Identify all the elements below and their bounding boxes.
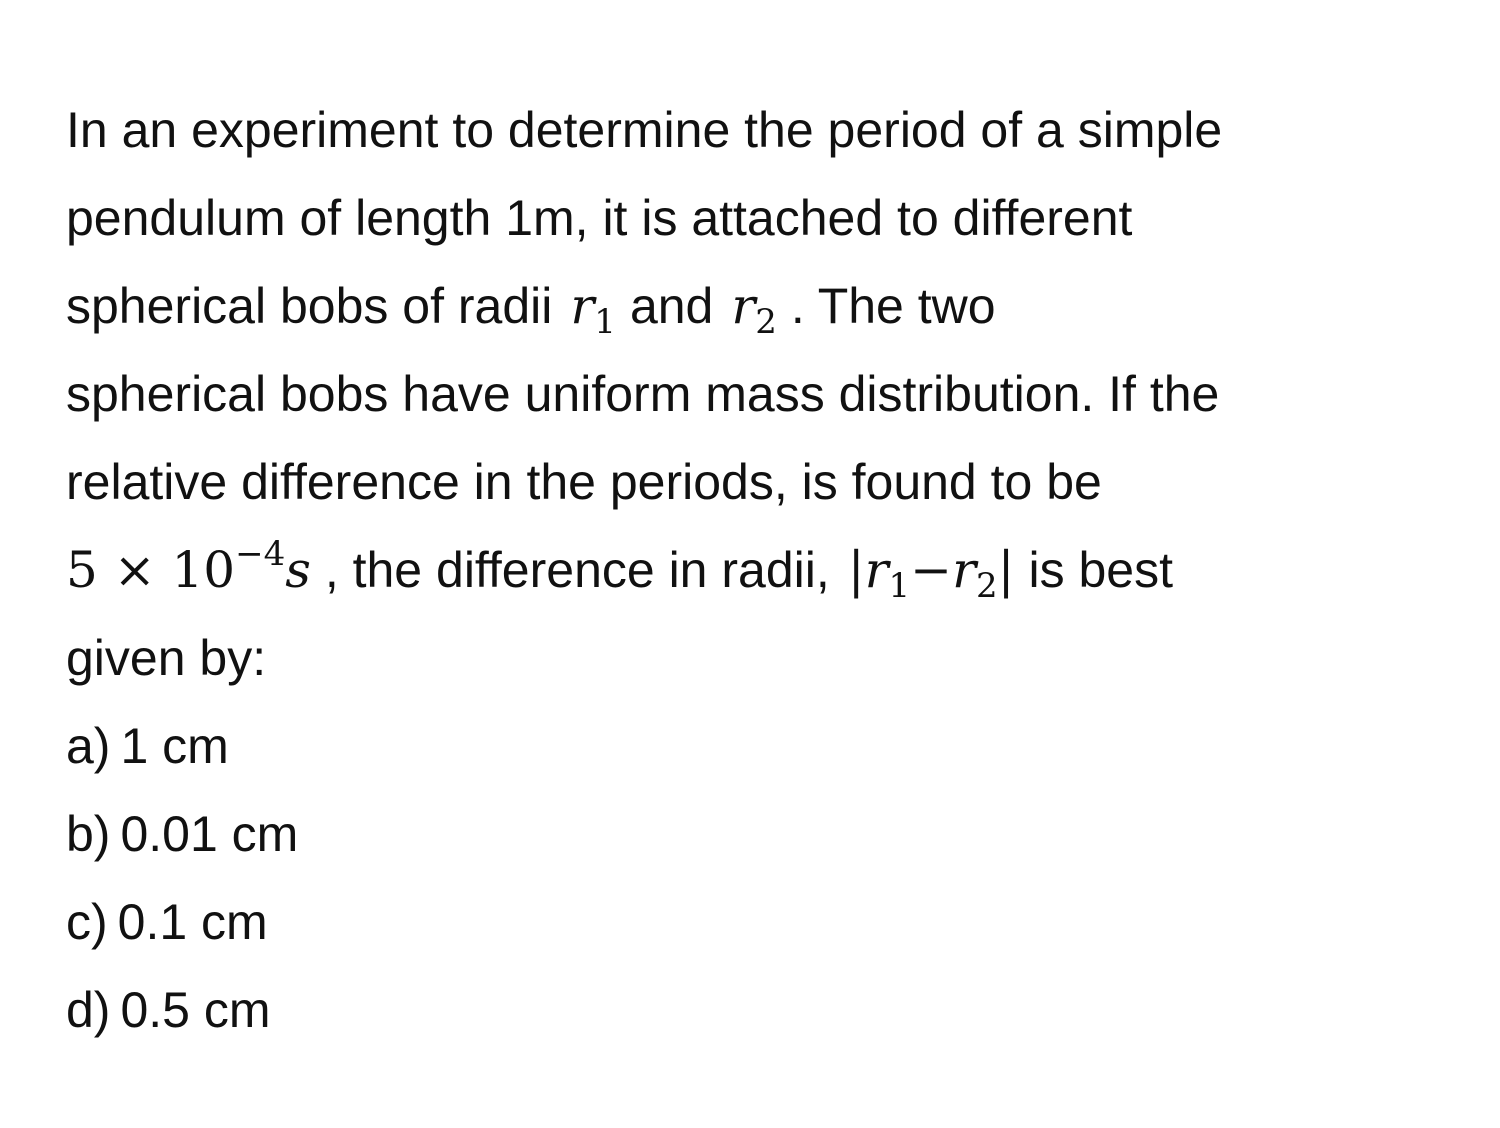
expression-base: 5 × 10 xyxy=(66,541,236,599)
radius-r1-symbol xyxy=(570,277,616,342)
question-line-2: pendulum of length 1m, it is attached to different xyxy=(66,190,1133,246)
option-d-text: 0.5 cm xyxy=(120,982,271,1038)
option-d[interactable] xyxy=(66,966,298,1054)
abs-r1-variable: r xyxy=(864,541,889,599)
relative-difference-expression xyxy=(66,534,311,599)
option-a[interactable] xyxy=(66,702,298,790)
radius-r2-symbol xyxy=(731,277,777,342)
option-c-key: c) xyxy=(66,894,108,950)
question-line-1: In an experiment to determine the period of a simple xyxy=(66,102,1223,158)
question-line-3-pre: spherical bobs of radii xyxy=(66,278,553,334)
abs-r2-variable: r xyxy=(952,541,976,599)
absolute-radius-difference xyxy=(847,541,1015,606)
question-line-3-post: . The two xyxy=(790,278,996,334)
option-b-key: b) xyxy=(66,806,111,862)
option-d-key: d) xyxy=(66,982,111,1038)
option-b-text: 0.01 cm xyxy=(120,806,299,862)
abs-bar-right: | xyxy=(997,541,1015,599)
expression-unit: s xyxy=(285,541,311,599)
question-line-5: relative difference in the periods, is found to be xyxy=(66,454,1102,510)
r1-subscript: 1 xyxy=(594,302,616,342)
abs-r1-subscript: 1 xyxy=(888,566,911,606)
question-line-3-mid: and xyxy=(629,278,714,334)
question-line-3 xyxy=(66,262,1466,350)
abs-bar-left: | xyxy=(847,541,865,599)
question-line-6-mid: , the difference in radii, xyxy=(324,542,830,598)
r1-variable: r xyxy=(570,277,595,335)
question-text xyxy=(66,86,1466,702)
option-a-key: a) xyxy=(66,718,111,774)
question-line-7: given by: xyxy=(66,630,267,686)
question-line-4: spherical bobs have uniform mass distribution. If the xyxy=(66,366,1220,422)
abs-r2-subscript: 2 xyxy=(975,566,998,606)
option-c-text: 0.1 cm xyxy=(117,894,268,950)
answer-options xyxy=(66,702,298,1054)
r2-subscript: 2 xyxy=(755,302,777,342)
question-line-6 xyxy=(66,526,1466,614)
option-b[interactable] xyxy=(66,790,298,878)
expression-exponent: −4 xyxy=(235,534,286,574)
question-line-6-post: is best xyxy=(1028,542,1173,598)
r2-variable: r xyxy=(731,277,756,335)
option-a-text: 1 cm xyxy=(120,718,229,774)
abs-minus-sign: − xyxy=(910,541,953,599)
option-c[interactable] xyxy=(66,878,298,966)
